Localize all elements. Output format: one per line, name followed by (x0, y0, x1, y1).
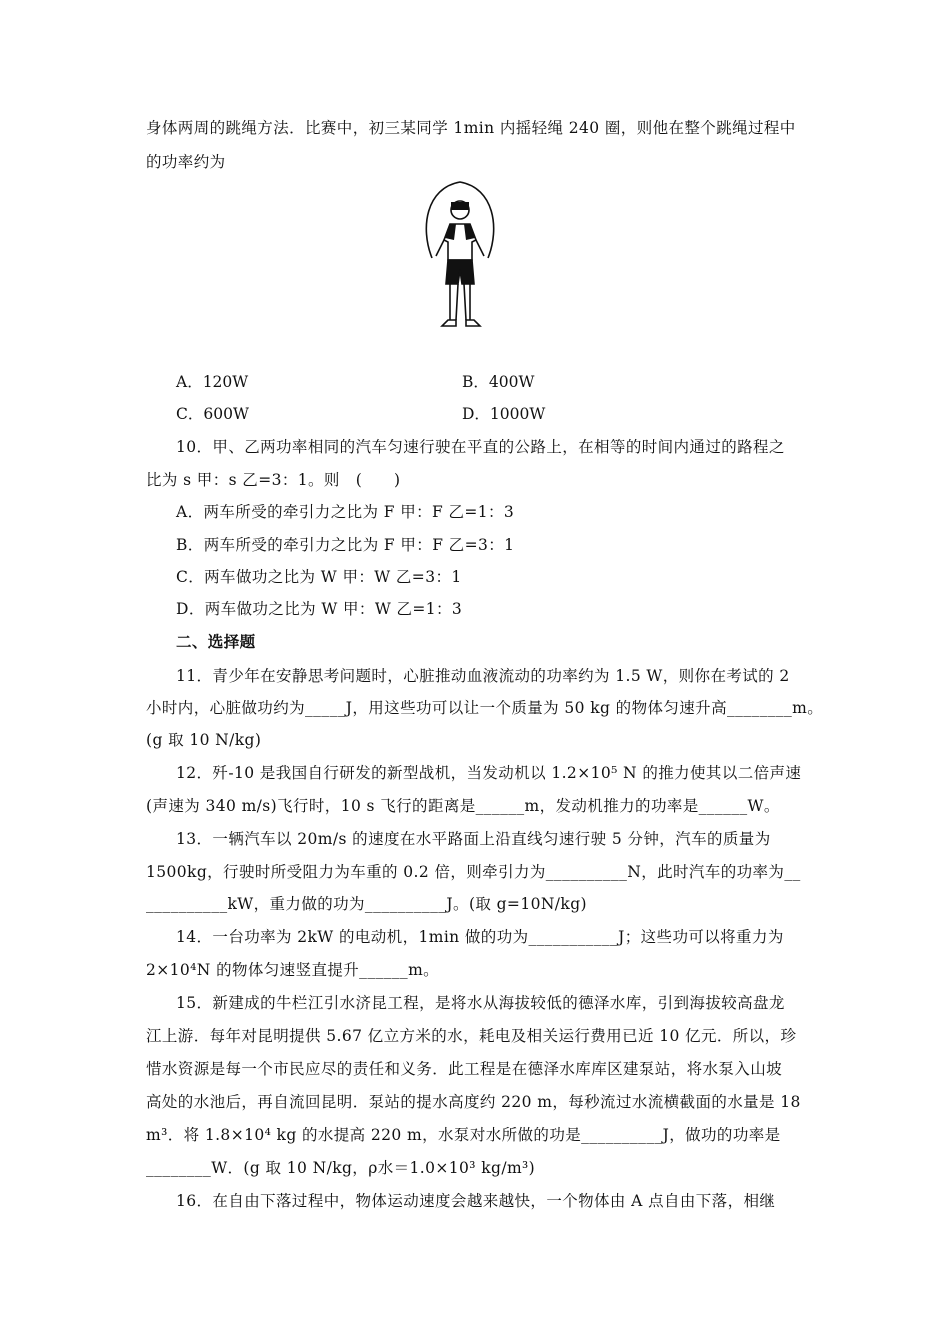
question-11-line: 小时内，心脏做功约为_____J，用这些功可以让一个质量为 50 kg 的物体匀速升高________m。 (146, 699, 824, 717)
question-13-line: __________kW，重力做的功为__________J。(取 g=10N/kg) (146, 895, 587, 913)
question-16-line: 16．在自由下落过程中，物体运动速度会越来越快，一个物体由 A 点自由下落，相继 (176, 1192, 776, 1210)
question-14-line: 2×10⁴N 的物体匀速竖直提升______m。 (146, 961, 440, 979)
question-15-line: ________W．(g 取 10 N/kg，ρ水＝1.0×10³ kg/m³) (146, 1159, 536, 1177)
option-b: B．400W (462, 373, 535, 391)
question-10-line: 10．甲、乙两功率相同的汽车匀速行驶在平直的公路上，在相等的时间内通过的路程之 (176, 438, 785, 456)
option-c: C．两车做功之比为 W 甲：W 乙=3：1 (176, 568, 462, 586)
option-d: D．两车做功之比为 W 甲：W 乙=1：3 (176, 600, 463, 618)
question-12-line: 12．歼-10 是我国自行研发的新型战机，当发动机以 1.2×10⁵ N 的推力使其以二倍声速 (176, 764, 802, 782)
option-b: B．两车所受的牵引力之比为 F 甲：F 乙=3：1 (176, 536, 515, 554)
rope-jumper-illustration (412, 180, 508, 338)
option-a: A．两车所受的牵引力之比为 F 甲：F 乙=1：3 (176, 503, 515, 521)
option-d: D．1000W (462, 405, 546, 423)
question-13-line: 13．一辆汽车以 20m/s 的速度在水平路面上沿直线匀速行驶 5 分钟，汽车的质量为 (176, 830, 771, 848)
question-11-line: 11．青少年在安静思考问题时，心脏推动血液流动的功率约为 1.5 W，则你在考试的 2 (176, 667, 790, 685)
question-15-line: 惜水资源是每一个市民应尽的责任和义务．此工程是在德泽水库库区建泵站，将水泵入山坡 (146, 1060, 783, 1078)
question-15-line: 高处的水池后，再自流回昆明．泵站的提水高度约 220 m，每秒流过水流横截面的水量是 18 (146, 1093, 801, 1111)
question-11-line: (g 取 10 N/kg) (146, 731, 262, 749)
text-line: 身体两周的跳绳方法．比赛中，初三某同学 1min 内摇轻绳 240 圈，则他在整个跳绳过程中 (146, 119, 796, 137)
option-a: A．120W (176, 373, 249, 391)
question-14-line: 14．一台功率为 2kW 的电动机，1min 做的功为___________J；这些功可以将重力为 (176, 928, 784, 946)
question-13-line: 1500kg，行驶时所受阻力为车重的 0.2 倍，则牵引力为__________N，此时汽车的功率为__ (146, 863, 801, 881)
question-15-line: 江上游．每年对昆明提供 5.67 亿立方米的水，耗电及相关运行费用已近 10 亿元．所以，珍 (146, 1027, 797, 1045)
question-15-line: 15．新建成的牛栏江引水济昆工程，是将水从海拔较低的德泽水库，引到海拔较高盘龙 (176, 994, 785, 1012)
question-12-line: (声速为 340 m/s)飞行时，10 s 飞行的距离是______m，发动机推力的功率是______W。 (146, 797, 780, 815)
question-10-line: 比为 s 甲：s 乙=3：1。则 ( ) (146, 471, 401, 489)
question-15-line: m³．将 1.8×10⁴ kg 的水提高 220 m，水泵对水所做的功是__________J，做功的功率是 (146, 1126, 781, 1144)
text-line: 的功率约为 (146, 153, 226, 171)
section-heading: 二、选择题 (176, 632, 256, 651)
option-c: C．600W (176, 405, 249, 423)
